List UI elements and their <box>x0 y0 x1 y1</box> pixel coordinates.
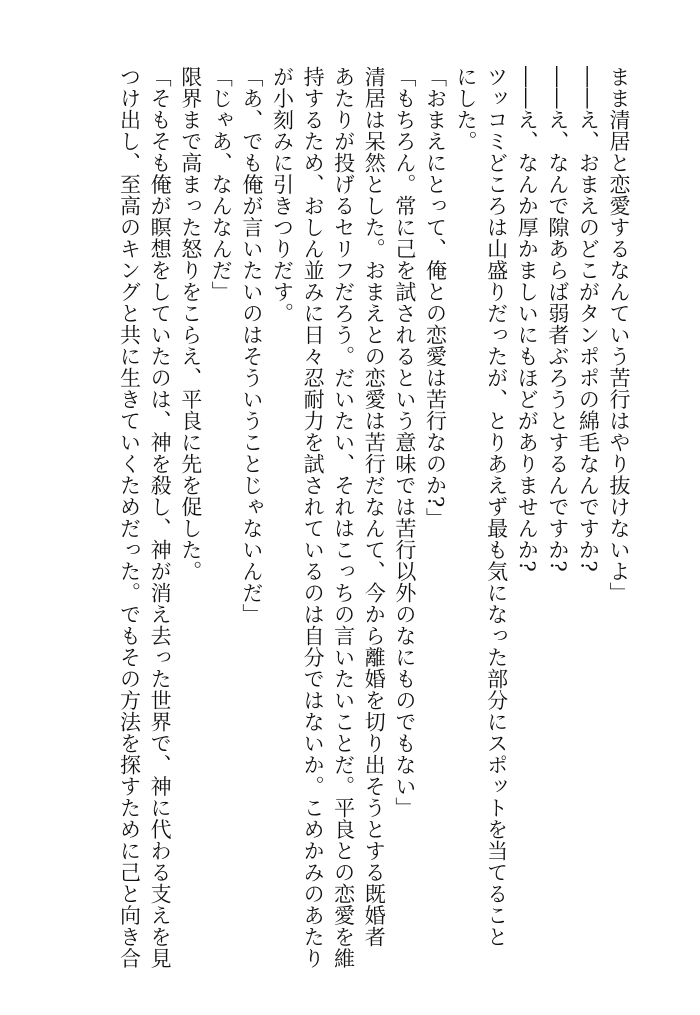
text-line: ――え、おまえのどこがタンポポの綿毛なんですか? <box>576 66 601 573</box>
text-line: 「じゃあ、なんなんだ」 <box>209 66 234 303</box>
text-line: が小刻みに引きつりだす。 <box>270 66 295 324</box>
text-line: 清居は呆然とした。おまえとの恋愛は苦行だなんて、今から離婚を切り出そうとする既婚者 <box>362 66 387 948</box>
text-line: 「おまえにとって、俺との恋愛は苦行なのか?」 <box>423 66 448 530</box>
text-line: ――え、なんか厚かましいにもほどがありませんか? <box>515 66 540 573</box>
text-line: ――え、なんで隙あらば弱者ぶろうとするんですか? <box>545 66 570 573</box>
text-line: つけ出し、至高のキングと共に生きていくためだった。でもその方法を探すために己と向き合 <box>117 66 142 969</box>
text-line: にした。 <box>454 66 479 152</box>
text-line: まま清居と恋愛するなんていう苦行はやり抜けないよ」 <box>607 66 631 604</box>
text-line: あたりが投げるセリフだろう。だいたい、それはこっちの言いたいことだ。平良との恋愛を維 <box>331 66 356 969</box>
text-line: 持するため、おしん並みに日々忍耐力を試されているのは自分ではないか。こめかみのあたり <box>301 66 326 969</box>
text-line: ツッコミどころは山盛りだったが、とりあえず最も気になった部分にスポットを当てること <box>484 66 509 948</box>
text-line: 「あ、でも俺が言いたいのはそういうことじゃないんだ」 <box>239 66 264 625</box>
text-line: 限界まで高まった怒りをこらえ、平良に先を促した。 <box>178 66 203 582</box>
text-line: 「そもそも俺が瞑想をしていたのは、神を殺し、神が消え去った世界で、神に代わる支えを見 <box>148 66 173 969</box>
vertical-text-block <box>114 66 634 969</box>
text-line: 「もちろん。常に己を試されるという意味では苦行以外のなにものでもない」 <box>392 66 417 819</box>
